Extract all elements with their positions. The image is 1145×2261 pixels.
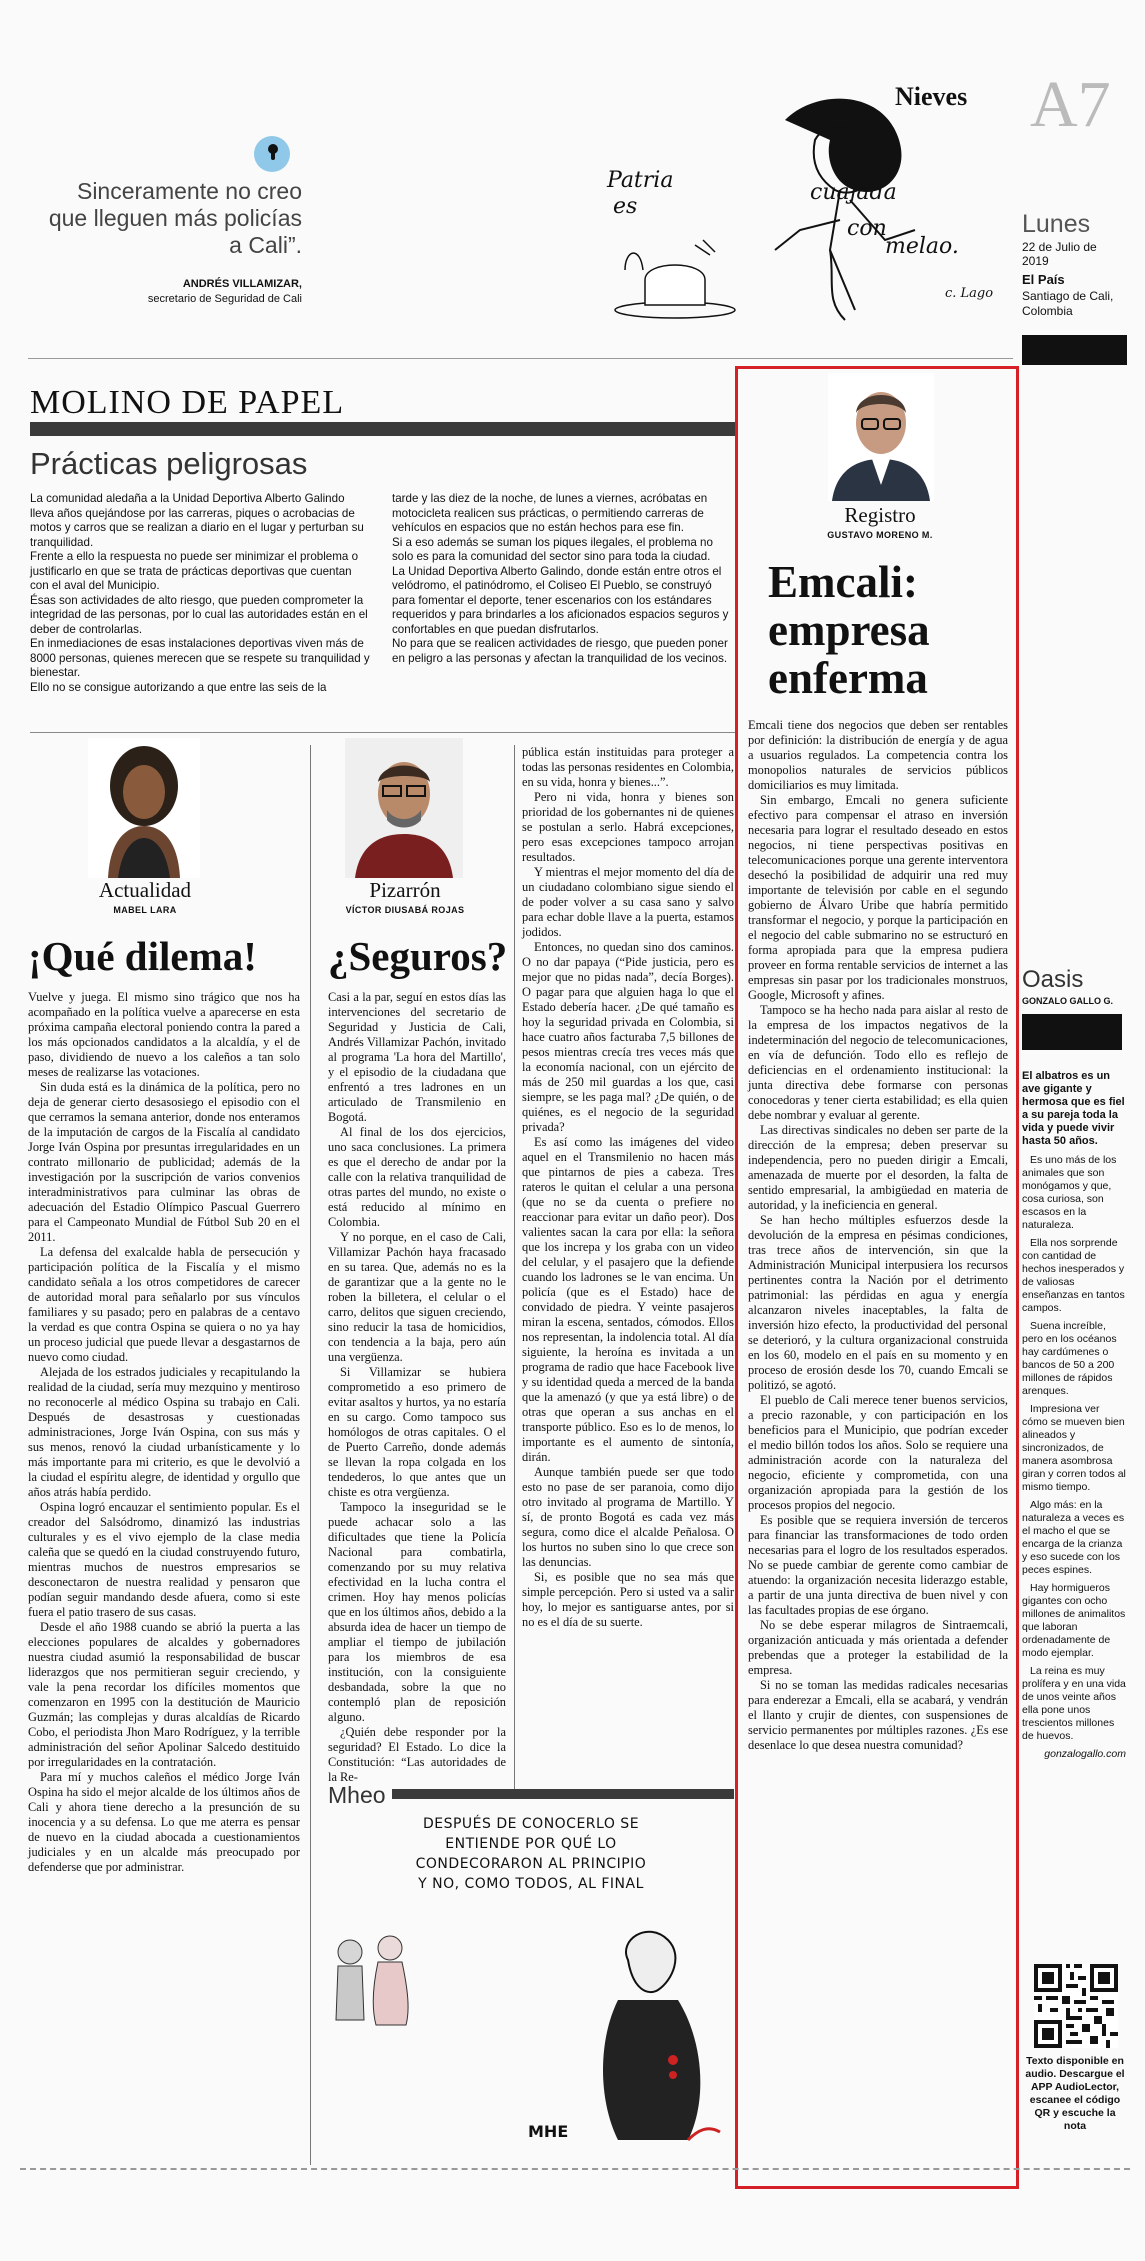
pizarron-paragraph: Casi a la par, seguí en estos días las intervenciones del secretario de Seguridad y Justicia de Cali, Andrés Villamizar Pachón, invitado al programa 'La hora del Martillo', y el episodio de la ciudadana que enfrentó a tres ladrones en un articulado de Transmilenio en Bogotá. [328, 990, 506, 1124]
molino-paragraph: La Unidad Deportiva Alberto Galindo, donde están entre otros el velódromo, el patinódromo, el Coliseo El Pueblo, se construyó para fomentar el deporte, tener escenarios con los estándares requeridos y para brindarles a los aficionados espacios seguros y confortables en que puedan disfrutarlos. [392, 564, 729, 636]
section-name: Nieves [895, 82, 968, 111]
quote-icon [254, 136, 290, 172]
pizarron-headline: ¿Seguros? [328, 933, 508, 979]
molino-paragraph: No para que se realicen actividades de riesgo, que pueden poner en peligro a las personas y afectan la tranquilidad de los vecinos. [392, 637, 728, 665]
actualidad-headline: ¡Qué dilema! [28, 933, 257, 979]
registro-headline-2: empresa [768, 605, 930, 655]
cartoon-figures [328, 1900, 734, 2155]
molino-paragraph: Si a eso además se suman los piques ilegales, el problema no solo es para la comunidad del sector sino para toda la ciudad. [392, 535, 713, 563]
molino-paragraph: tarde y las diez de la noche, de lunes a viernes, acróbatas en motocicleta realicen sus prácticas, o permitiendo carreras de vehículos en espacios que no están hechos para ese fin. [392, 492, 708, 534]
molino-paragraph: Ésas son actividades de alto riesgo, que pueden comprometer la integridad de las personas, por lo cual las autoridades están en el deber de controlarlas. [30, 593, 368, 636]
pizarron-paragraph: ¿Quién debe responder por la seguridad? El Estado. Lo dice la Constitución: “Las autoridades de la Re- [328, 1725, 506, 1784]
oasis-column-name: Oasis [1022, 966, 1084, 993]
mheo-cartoon [328, 1810, 734, 2155]
cartoon-word-con: con [847, 216, 887, 241]
pizarron-paragraph: Y mientras el mejor momento del día de un ciudadano colombiano sigue siendo el de poder volver a su casa sano y salvo para echar doble llave a la puerta, estamos jodidos. [522, 865, 734, 939]
issue-day: Lunes [1022, 210, 1091, 238]
molino-col2 [392, 492, 737, 666]
molino-section-title: MOLINO DE PAPEL [30, 384, 345, 421]
victor-diusaba-photo [345, 738, 463, 878]
pizarron-paragraph: Si Villamizar se hubiera comprometido a eso primero de evitar asaltos y hurtos, ya no estaría en su cargo. Como tampoco sus homólogos de otras capitales. O el de Puerto Carreño, donde además se llevan la ropa colgada en los tendederos, lo que antes que un chiste es otra vergüenza. [328, 1365, 506, 1499]
issue-date: 22 de Julio de 2019 [1022, 240, 1097, 268]
oasis-paragraph: La reina es muy prolífera y en una vida de unos veinte años ella pone unos trescientos millones de huevos. [1022, 1665, 1126, 1742]
cartoon-signature: c. Lago [945, 286, 994, 301]
registro-paragraph: Sin embargo, Emcali no genera suficiente efectivo para compensar el atraso en inversión necesaria para lograr el resultado deseado en estos negocios, ni tiene perspectivas positivas en telecomunicaciones porque una gerente interventora desechó la posibilidad de adquirir una red muy importante de televisión por cable en el segundo gobierno de Álvaro Uribe que habría permitido transformar el negocio, y porque la participación en el negocio del cable submarino no se estructuró en forma apropiada para que la empresa pudiera proveer en forma rentable servicios de internet a las empresas sin pasar por los tradicionales monstruos, Google, Microsoft y afines. [748, 793, 1008, 1002]
qr-code-icon [1034, 1964, 1118, 2048]
registro-paragraph: Es posible que se requiera inversión de terceros para financiar las transformaciones de todo orden necesarias para el logro de los resultados esperados. No se puede cambiar de gerente como cambiar de atuendo: la organización necesita liderazgo estable, a partir de una junta directiva de buen nivel y con las facultades propias de ese órgano. [748, 1513, 1008, 1617]
cartoon-word-patria: Patria [607, 168, 674, 193]
oasis-signature: gonzalogallo.com [1044, 1748, 1126, 1760]
cartoon-signature: MHE [528, 2122, 569, 2141]
actualidad-paragraph: Desde el año 1988 cuando se abrió la puerta a las elecciones populares de alcaldes y gobernadores nuestra ciudad asumió la responsabilidad de buscar liderazgos que nos permitieran seguir creciendo, y vale la pena recordar los difíciles momentos que comenzaron en 1995 con la destitución de Mauricio Guzmán; las complejas y duras alcaldías de Ricardo Cobo, el periodista Jhon Maro Rodríguez, y la terrible administración del señor Apolinar Salcedo destituido por irregularidades en la contratación. [28, 1620, 300, 1769]
pizarron-paragraph: Aunque también puede ser que todo esto no pase de ser paranoia, como dijo otro invitado al programa de Martillo. Y sí, de pronto Bogotá es cada vez más segura, como dice el alcalde Peñalosa. O los hurtos no suben sino lo que crece son las denuncias. [522, 1465, 734, 1569]
oasis-paragraph: Hay hormigueros gigantes con ocho millones de animalitos que laboran ordenadamente de modo ejemplar. [1022, 1582, 1126, 1659]
paper-name: El País [1022, 272, 1065, 287]
cartoon-speech-3: CONDECORARON AL PRINCIPIO [415, 1856, 647, 1872]
cartoon-speech-2: ENTIENDE POR QUÉ LO [445, 1836, 617, 1852]
oasis-paragraph: Es uno más de los animales que son monógamos y que, cosa curiosa, son escasos en la naturaleza. [1022, 1154, 1117, 1231]
registro-paragraph: Tampoco se ha hecho nada para aislar al resto de la empresa de los impactos negativos de la indeterminación del negocio de telecomunicaciones, en vía de defunción. Todo ello es reflejo de deficiencias en el ordenamiento institucional: la junta directiva debe formarse con personas conocedoras y tener cierta estabilidad; es ella quien debe nombrar y evaluar al gerente. [748, 1003, 1008, 1122]
pizarron-paragraph: Tampoco la inseguridad se le puede achacar solo a las dificultades que tiene la Policía Nacional para combatirla, comenzando por su muy relativa efectividad en la lucha contra el crimen. Hoy hay menos policías que en los últimos años, debido a la absurda idea de hacer un tiempo de ampliar el tiempo de jubilación para los miembros de esa institución, con la consiguiente desbandada, sobre la que no contempló plan de reposición alguno. [328, 1500, 506, 1724]
header-divider [28, 358, 1013, 359]
pizarron-paragraph: Al final de los dos ejercicios, uno saca conclusiones. La primera es que el derecho de andar por la calle con la relativa tranquilidad de otras partes del mundo, no existe o está reducido al mínimo en Colombia. [328, 1125, 506, 1229]
registro-paragraph: No se debe esperar milagros de Sintraemcali, organización anticuada y más orientada a defender prebendas que a proteger la estabilidad de la empresa. [748, 1618, 1008, 1677]
pizarron-paragraph: Pero ni vida, honra y bienes son prioridad de los gobernantes ni de quienes se postulan a serlo. Habrá excepciones, pero esas excepciones tampoco arrojan resultados. [522, 790, 734, 864]
oasis-author: GONZALO GALLO G. [1022, 996, 1113, 1006]
pizarron-paragraph: Es así como las imágenes del video aquel en el Transmilenio no hacen más que pintarnos de pies a cabeza. Tres rateros le quitan el celular a una persona (que no se da cuenta o prefiere no reaccionar para evitar un daño peor). Dos valientes sacan la cara por ella: la señora que los increpa y los graba con un video del celular, y el pasajero que la defiende cuando los ladrones se le van encima. Un policía (que es el Estado) hace de convidado de piedra. Y veinte pasajeros miran la escena, sentados, cómodos. Ellos nos representan, la indolencia total. Al día siguiente, la heroína es invitada a un programa de radio que hace Facebook live y su identidad queda a merced de la banda que la amenazó (y que ya está libre) o de otras que operan a sus anchas en el transporte público. Eso es lo de menos, lo importante es el aumento de sintonía, dirán. [522, 1135, 734, 1464]
registro-paragraph: Si no se toman las medidas radicales necesarias para enderezar a Emcali, ella se acabará, y vendrán el llanto y crujir de dientes, con suspensiones de servicio permanentes por múltiples razones. ¿Es ese desenlace lo que desea nuestra comunidad? [748, 1678, 1008, 1752]
mheo-title: Mheo [328, 1782, 386, 1808]
header-quote: Sinceramente no creo que lleguen más policías a Cali”. [48, 178, 302, 258]
cartoon-speech-4: Y NO, COMO TODOS, AL FINAL [418, 1876, 644, 1892]
actualidad-paragraph: Para mí y muchos caleños el médico Jorge Iván Ospina ha sido el mejor alcalde de los últimos años de Cali y ahora tiene derecho a la presunción de su inocencia y a su defensa. Lo que me aterra es pensar de nuevo en la ciudad abocada a cuestionamientos judiciales y en un alcalde más preocupado por defenderse que por administrar. [28, 1770, 300, 1874]
page-number: A7 [1030, 68, 1111, 141]
quote-author-role: secretario de Seguridad de Cali [147, 293, 302, 305]
molino-paragraph: Ello no se consigue autorizando a que entre las seis de la [30, 680, 327, 694]
molino-title: Prácticas peligrosas [30, 446, 308, 481]
registro-paragraph: Se han hecho múltiples esfuerzos desde la devolución de la empresa en pésimas condiciones, tras trece años de intervención, sin que la Administración Municipal interpusiera los recursos pertinentes contra la Nación por el detrimento patrimonial: las pérdidas en agua y energía alcanzaron niveles inaceptables, la falta de inversión hizo efecto, la productividad del personal se deterioró, y la cultura organizacional construida en los 60, modelo en el país en su momento y en proceso de erosión desde los 70, cuando Emcali se politizó, se agotó. [748, 1213, 1008, 1392]
cartoon-word-melao: melao. [885, 234, 959, 259]
oasis-audio-note: Texto disponible en audio. Descargue el APP AudioLector, escanee el código QR y escuche la nota [1025, 2055, 1125, 2132]
cartoon-word-es: es [613, 194, 638, 219]
registro-headline-1: Emcali: [768, 557, 918, 607]
registro-paragraph: Emcali tiene dos negocios que deben ser rentables por definición: la distribución de energía y de agua a usuarios regulados. La competencia contra los monopolios naturales de servicios públicos domiciliarios es muy limitada. [748, 718, 1008, 792]
molino-paragraph: En inmediaciones de esas instalaciones deportivas viven más de 8000 personas, quienes merecen que se respete su tranquilidad y bienestar. [30, 637, 370, 679]
mabel-lara-photo [88, 738, 200, 878]
page-bottom-border [20, 2168, 1130, 2170]
actualidad-column-name: Actualidad [98, 878, 192, 902]
oasis-paragraph: Ella nos sorprende con cantidad de hechos inesperados y de valiosas enseñanzas en tantos campos. [1022, 1237, 1125, 1314]
column-rule [310, 745, 311, 2165]
actualidad-paragraph: Vuelve y juega. El mismo sino trágico que nos ha acompañado en la política vuelve a aparecerse en esta próxima campaña electoral poniendo contra la pared a los más opcionados candidatos a la alcaldía, y el de paso, dividiendo de nuevo a los caleños a tan solo meses de realizarse las votaciones. [28, 990, 300, 1079]
registro-paragraph: Las directivas sindicales no deben ser parte de la dirección de la empresa; deben preservar su independencia, pero no pueden dirigir a Emcali, amenazada de muerte por el desorden, la falta de sentido empresarial, la ambigüedad en materia de autoridad, y la ineficiencia en general. [748, 1123, 1008, 1212]
registro-body [748, 718, 1008, 1753]
pizarron-body-col1 [328, 990, 506, 1785]
molino-col1 [30, 492, 370, 695]
oasis-paragraph: Impresiona ver cómo se mueven bien alineados y sincronizados, de manera asombrosa giran y corren todos al mismo tiempo. [1022, 1403, 1126, 1493]
actualidad-body [28, 990, 300, 1875]
pizarron-paragraph: Y no porque, en el caso de Cali, Villamizar Pachón haya fracasado en su tarea. Que, además no es la de garantizar que a la gente no le roben la billetera, el celular o el carro, delitos que siguen creciendo, sino reducir la tasa de homicidios, con tendencia a la baja, pero aún una vergüenza. [328, 1230, 506, 1364]
registro-paragraph: El pueblo de Cali merece tener buenos servicios, a precio razonable, y con participación en los beneficios para el Municipio, que podrían exceder el medio billón todos los años. Solo se requiere una administración acorde con la naturaleza del negocio, eficiente y comprometida, con una organización apropiada para la gestión de los procesos propios del negocio. [748, 1393, 1008, 1512]
actualidad-paragraph: Sin duda está es la dinámica de la política, pero no deja de generar cierto desasosiego el episodio con el que cerramos la semana anterior, donde nos enteramos de la imputación de cargos de la Fiscalía al candidato Jorge Iván Ospina por presuntas irregularidades en un contrato millonario de publicidad; además de la investigación por la suscripción de varios convenios interadministrativos para culminar las obras de adecuación del Estadio Olímpico Pascual Guerrero para el Campeonato Mundial de Fútbol Sub 20 en el 2011. [28, 1080, 300, 1244]
oasis-title-bar [1022, 1014, 1122, 1050]
issue-city: Santiago de Cali, Colombia [1022, 289, 1114, 318]
cartoon-word-cuajada: cuajada [810, 180, 897, 205]
mheo-title-bar [392, 1789, 734, 1799]
oasis-body [1022, 1070, 1126, 1761]
pizarron-paragraph: Entonces, no quedan sino dos caminos. O no dar papaya (“Pide justicia, pero es mejor que no pidas nada”, decía Borges). O pagar para que alguien haga lo que el Estado debería hacer. ¿De qué tamaño es hoy la seguridad privada en Colombia, si hace cuatro años facturaba 7,5 billones de pesos mientras crecía tres veces más que la economía nacional, con un ejército de más de 250 mil guardas a los que, casi siempre, se les paga mal? ¿De quién, o de quiénes, es el negocio de la seguridad privada? [522, 940, 734, 1134]
molino-paragraph: Frente a ello la respuesta no puede ser minimizar el problema o justificarlo en que se trata de prácticas deportivas que cuentan con el aval del Municipio. [30, 550, 359, 592]
molino-bottom-rule [30, 732, 735, 733]
registro-author: GUSTAVO MORENO M. [827, 530, 933, 540]
molino-title-bar [30, 422, 735, 436]
registro-column-name: Registro [844, 503, 916, 527]
gustavo-moreno-photo [828, 373, 934, 501]
pizarron-author: VÍCTOR DIUSABÁ ROJAS [345, 905, 465, 915]
actualidad-paragraph: Alejada de los estrados judiciales y recapitulando la realidad de la ciudad, sería muy mezquino y mentiroso no reconocerle al médico Ospina su trabajo en Cali. Después de desastrosas y cuestionadas administraciones, Jorge Iván Ospina, con sus más y sus menos, renovó la ciudad urbanísticamente y lo más importante para mi criterio, es que le devolvió a la ciudad el espíritu alegre, de identidad y orgullo que años atrás había perdido. [28, 1365, 300, 1499]
cartoon-speech-1: DESPUÉS DE CONOCERLO SE [422, 1816, 640, 1832]
actualidad-author: MABEL LARA [113, 905, 177, 915]
registro-headline-3: enferma [768, 653, 928, 703]
pizarron-body-col2 [522, 745, 734, 1630]
molino-paragraph: La comunidad aledaña a la Unidad Deportiva Alberto Galindo lleva años quejándose por las carreras, piques o acrobacias de motos y carros que se realizan a diario en el lugar y perturban su tranquilidad. [30, 492, 364, 549]
oasis-paragraph: Suena increíble, pero en los océanos hay cardúmenes o bancos de 50 a 200 millones de rápidos arenques. [1022, 1320, 1117, 1397]
actualidad-paragraph: Ospina logró encauzar el sentimiento popular. Es el creador del Salsódromo, dinamizó las industrias culturales y es el vivo ejemplo de la clase media caleña que se quedó en la ciudad construyendo futuro, mientras muchos de nuestros empresarios se desconectaron de nuestra realidad y pensaron que podían seguir mandando desde afuera, como si este fuera el patio trasero de sus casas. [28, 1500, 300, 1619]
oasis-paragraph: Algo más: en la naturaleza a veces es el macho el que se encarga de la crianza y eso sucede con los peces espines. [1022, 1499, 1125, 1576]
header-black-bar [1022, 335, 1127, 365]
actualidad-paragraph: La defensa del exalcalde habla de persecución y participación política de la Fiscalía y el mismo candidato señala a los otros competidores de carecer de autoridad moral para señalarlo por sus vínculos familiares y su pasado; pero en palabras de a centavo la verdad es que contra Ospina se quiera o no ya hay un proceso judicial que puede llevar a desgastarnos de nuevo como ciudad. [28, 1245, 300, 1364]
pizarron-column-name: Pizarrón [369, 878, 441, 902]
column-rule [514, 745, 515, 1790]
pizarron-paragraph: Si, es posible que no sea más que simple percepción. Pero si usted va a salir hoy, lo mejor es santiguarse antes, por si no es el día de su suerte. [522, 1570, 734, 1629]
oasis-lead: El albatros es un ave gigante y hermosa que es fiel a su pareja toda la vida y puede vivir hasta 50 años. [1022, 1070, 1125, 1147]
quote-author: ANDRÉS VILLAMIZAR, [182, 278, 302, 290]
pizarron-paragraph: pública están instituidas para proteger a todas las personas residentes en Colombia, en su vida, honra y bienes...”. [522, 745, 734, 789]
